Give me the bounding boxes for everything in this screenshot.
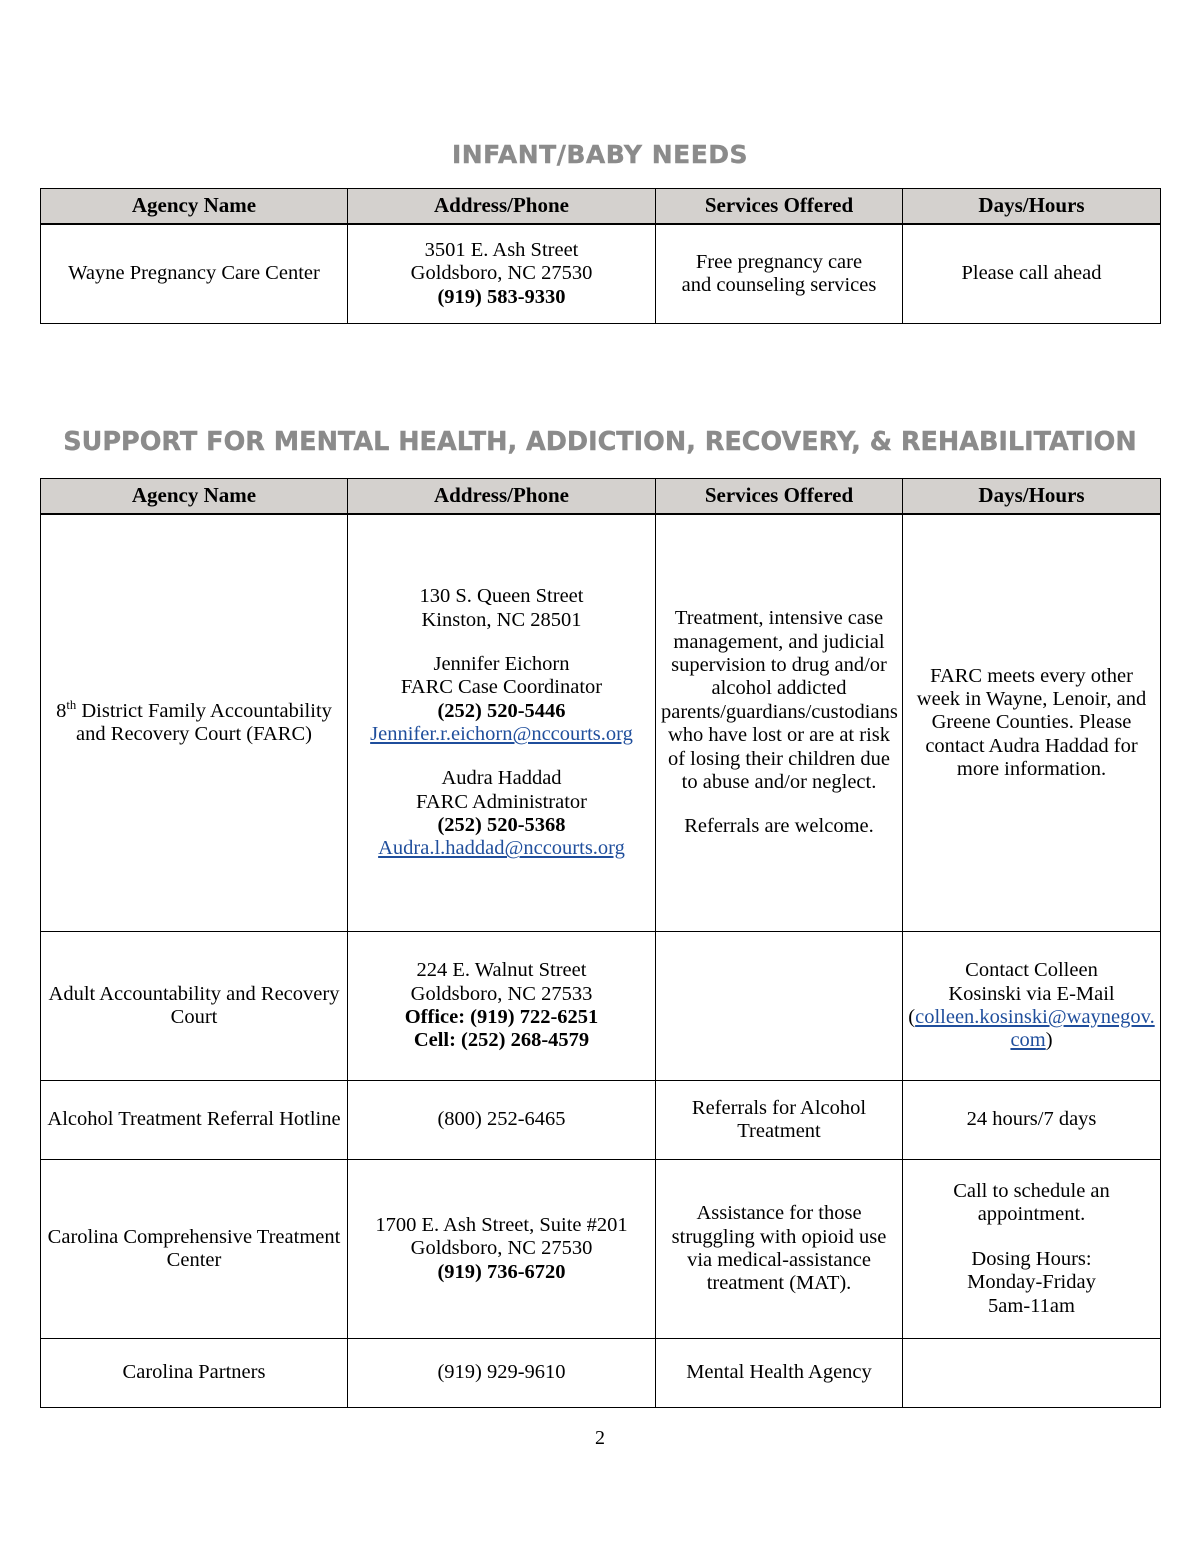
cell-agency-name: Wayne Pregnancy Care Center: [41, 224, 348, 324]
page-number: 2: [595, 1427, 605, 1449]
cell-services-offered: [656, 932, 903, 1081]
cell-address-phone: (800) 252-6465: [348, 1081, 656, 1160]
contact-2-title: FARC Administrator: [415, 790, 588, 813]
cell-services-offered: Referrals for Alcohol Treatment: [656, 1081, 903, 1160]
cell-days-hours: [903, 932, 1161, 1081]
days-line-1: Contact Colleen: [965, 959, 1098, 982]
days-line-2: Kosinski via E-Mail: [948, 982, 1115, 1005]
cell-address-phone: [348, 514, 656, 932]
column-header-address-phone: Address/Phone: [348, 479, 656, 515]
column-header-services-offered: Services Offered: [656, 189, 903, 225]
table-header-row: [41, 479, 1161, 515]
address-line-2: Goldsboro, NC 27530: [410, 262, 593, 285]
table-row: [41, 224, 1161, 324]
cell-agency-name: Carolina Partners: [41, 1339, 348, 1408]
contact-1-name: Jennifer Eichorn: [433, 652, 570, 675]
cell-services-offered: Assistance for those struggling with opioid use via medical-assistance treatment (MAT).: [656, 1160, 903, 1339]
cell-days-hours: Please call ahead: [903, 224, 1161, 324]
cell-address-phone: [348, 932, 656, 1081]
contact-1-email-link[interactable]: Jennifer.r.eichorn@nccourts.org: [370, 723, 633, 745]
column-header-services-offered: Services Offered: [656, 479, 903, 515]
address-line-1: 3501 E. Ash Street: [424, 238, 579, 261]
cell-agency-name: Adult Accountability and Recovery Court: [41, 932, 348, 1081]
cell-address-phone: [348, 224, 656, 324]
table-row: [41, 1081, 1161, 1160]
line-spacer: [353, 632, 650, 653]
contact-email-link[interactable]: colleen.kosinski@waynegov.com: [915, 1006, 1155, 1052]
days-line-3: Monday-Friday: [967, 1271, 1096, 1294]
column-header-agency-name: Agency Name: [41, 189, 348, 225]
column-header-days-hours: Days/Hours: [903, 479, 1161, 515]
address-line-1: 130 S. Queen Street: [419, 585, 584, 608]
table-infant-baby-needs: [40, 188, 1161, 324]
cell-days-hours: [903, 1339, 1161, 1408]
column-header-address-phone: Address/Phone: [348, 189, 656, 225]
cell-days-hours: [903, 1160, 1161, 1339]
section-heading-infant-baby-needs: INFANT/BABY NEEDS: [451, 140, 749, 169]
contact-1-phone: (252) 520-5446: [437, 699, 566, 722]
column-header-days-hours: Days/Hours: [903, 189, 1161, 225]
table-row: [41, 1160, 1161, 1339]
cell-address-phone: (919) 929-9610: [348, 1339, 656, 1408]
services-line-1: Free pregnancy care: [695, 250, 863, 273]
section-heading-support-mental-health: SUPPORT FOR MENTAL HEALTH, ADDICTION, RECOVERY, & REHABILITATION: [63, 427, 1137, 457]
agency-name-rest: District Family Accountability and Recovery Court (FARC): [76, 699, 332, 745]
agency-ordinal-suffix: th: [66, 697, 77, 712]
cell-agency-name: [41, 514, 348, 932]
days-line-2: Dosing Hours:: [971, 1247, 1092, 1270]
table-row: [41, 932, 1161, 1081]
cell-days-hours: FARC meets every other week in Wayne, Lenoir, and Greene Counties. Please contact Audra Haddad for more information.: [903, 514, 1161, 932]
agency-ordinal-number: 8: [56, 699, 67, 722]
cell-services-offered: [656, 514, 903, 932]
phone-office: Office: (919) 722-6251: [404, 1006, 599, 1028]
table-row: [41, 1339, 1161, 1408]
address-line-2: Kinston, NC 28501: [421, 608, 582, 631]
contact-2-name: Audra Haddad: [441, 767, 562, 790]
cell-days-hours: 24 hours/7 days: [903, 1081, 1161, 1160]
address-line-1: 224 E. Walnut Street: [416, 959, 587, 982]
phone-number: (919) 736-6720: [437, 1260, 566, 1283]
phone-number: (919) 583-9330: [437, 285, 566, 308]
address-line-1: 1700 E. Ash Street, Suite #201: [375, 1213, 628, 1236]
line-spacer: [908, 1227, 1155, 1248]
contact-2-phone: (252) 520-5368: [437, 814, 566, 837]
paren-open: (: [908, 1006, 916, 1028]
line-spacer: [353, 746, 650, 767]
contact-2-email-link[interactable]: Audra.l.haddad@nccourts.org: [378, 837, 625, 860]
phone-cell: Cell: (252) 268-4579: [413, 1029, 590, 1052]
cell-address-phone: [348, 1160, 656, 1339]
days-line-1: Call to schedule an appointment.: [953, 1180, 1110, 1226]
line-spacer: [661, 794, 897, 815]
cell-agency-name: Carolina Comprehensive Treatment Center: [41, 1160, 348, 1339]
services-text: Treatment, intensive case management, and judicial supervision to drug and/or alcohol addicted parents/guardians/custodians who have lost or are at risk of losing their children due to abuse and/or neglect.: [661, 607, 898, 793]
contact-1-title: FARC Case Coordinator: [400, 676, 603, 699]
cell-agency-name: Alcohol Treatment Referral Hotline: [41, 1081, 348, 1160]
address-line-2: Goldsboro, NC 27530: [410, 1237, 593, 1260]
table-row: [41, 514, 1161, 932]
services-line-2: and counseling services: [681, 274, 877, 296]
paren-close: ): [1045, 1029, 1053, 1052]
cell-services-offered: [656, 224, 903, 324]
column-header-agency-name: Agency Name: [41, 479, 348, 515]
days-email-wrapper: [908, 1006, 1155, 1053]
days-line-4: 5am-11am: [988, 1294, 1075, 1317]
table-header-row: [41, 189, 1161, 225]
cell-services-offered: Mental Health Agency: [656, 1339, 903, 1408]
address-line-2: Goldsboro, NC 27533: [410, 982, 593, 1005]
services-note: Referrals are welcome.: [684, 815, 874, 838]
table-support-mental-health: [40, 478, 1161, 1408]
